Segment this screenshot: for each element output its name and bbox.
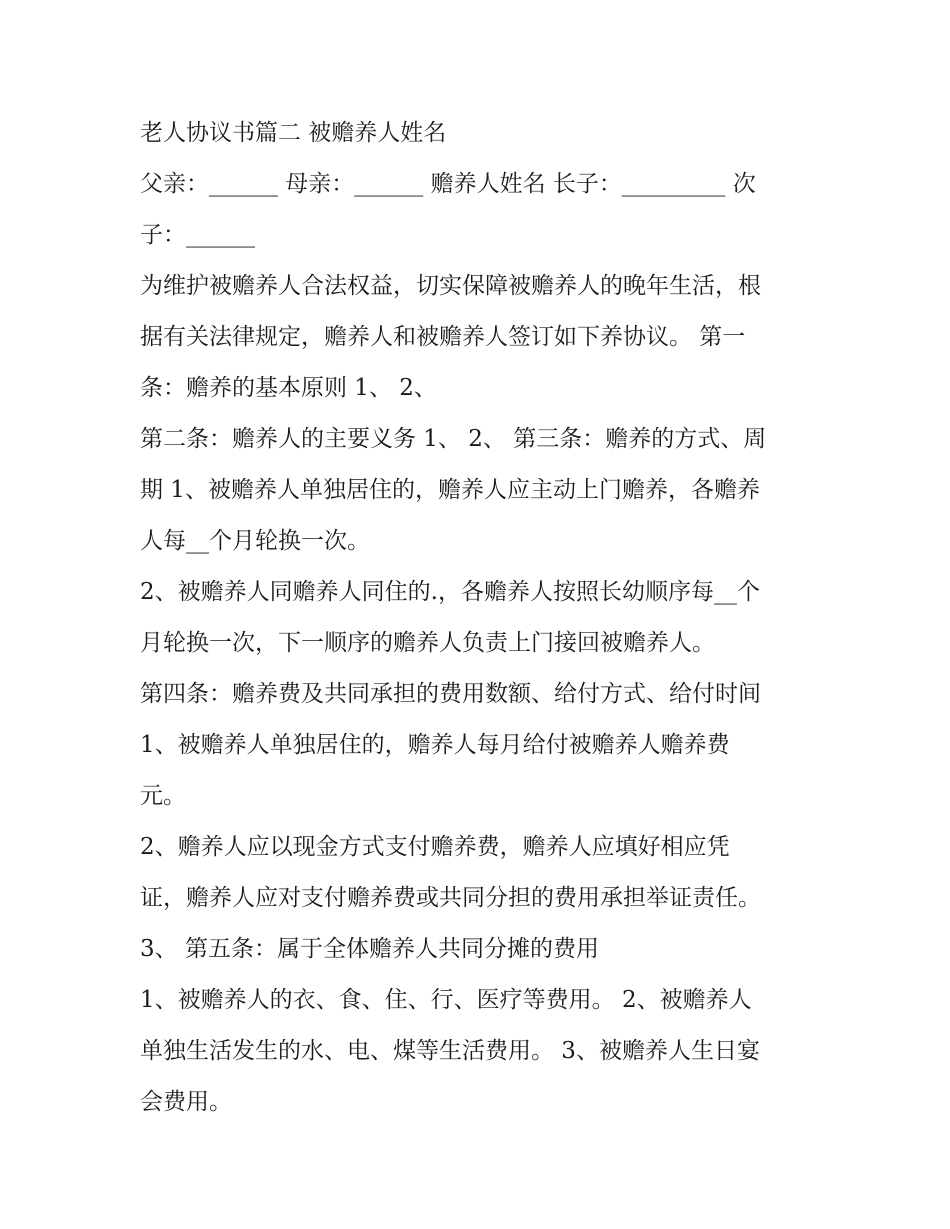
document-title-line: 老人协议书篇二 被赡养人姓名: [140, 120, 447, 146]
text-line: 人每__个月轮换一次。: [140, 528, 370, 554]
text-line: 父亲：______ 母亲：______ 赡养人姓名 长子：_________ 次: [140, 171, 756, 197]
text-line: 据有关法律规定，赡养人和被赡养人签订如下养协议。 第一: [140, 324, 746, 350]
text-line: 1、被赡养人的衣、食、住、行、医疗等费用。 2、被赡养人: [140, 987, 752, 1013]
text-line: 为维护被赡养人合法权益，切实保障被赡养人的晚年生活，根: [140, 273, 761, 299]
text-line: 2、被赡养人同赡养人同住的.，各赡养人按照长幼顺序每__个: [140, 579, 760, 605]
text-line: 证，赡养人应对支付赡养费或共同分担的费用承担举证责任。: [140, 885, 761, 911]
text-line: 第二条：赡养人的主要义务 1、 2、 第三条：赡养的方式、周: [140, 426, 767, 452]
text-line: 条：赡养的基本原则 1、 2、: [140, 375, 437, 401]
text-line: 第四条：赡养费及共同承担的费用数额、给付方式、给付时间: [140, 681, 761, 707]
text-line: 会费用。: [140, 1089, 232, 1115]
text-line: 月轮换一次，下一顺序的赡养人负责上门接回被赡养人。: [140, 630, 715, 656]
text-line: 2、赡养人应以现金方式支付赡养费，赡养人应填好相应凭: [140, 834, 730, 860]
text-line: 元。: [140, 783, 186, 809]
text-line: 单独生活发生的水、电、煤等生活费用。 3、被赡养人生日宴: [140, 1038, 760, 1064]
text-line: 子：______: [140, 222, 255, 248]
document-body: [140, 108, 830, 1128]
text-line: 3、 第五条：属于全体赡养人共同分摊的费用: [140, 936, 599, 962]
text-line: 1、被赡养人单独居住的，赡养人每月给付被赡养人赡养费: [140, 732, 730, 758]
text-line: 期 1、被赡养人单独居住的，赡养人应主动上门赡养，各赡养: [140, 477, 760, 503]
